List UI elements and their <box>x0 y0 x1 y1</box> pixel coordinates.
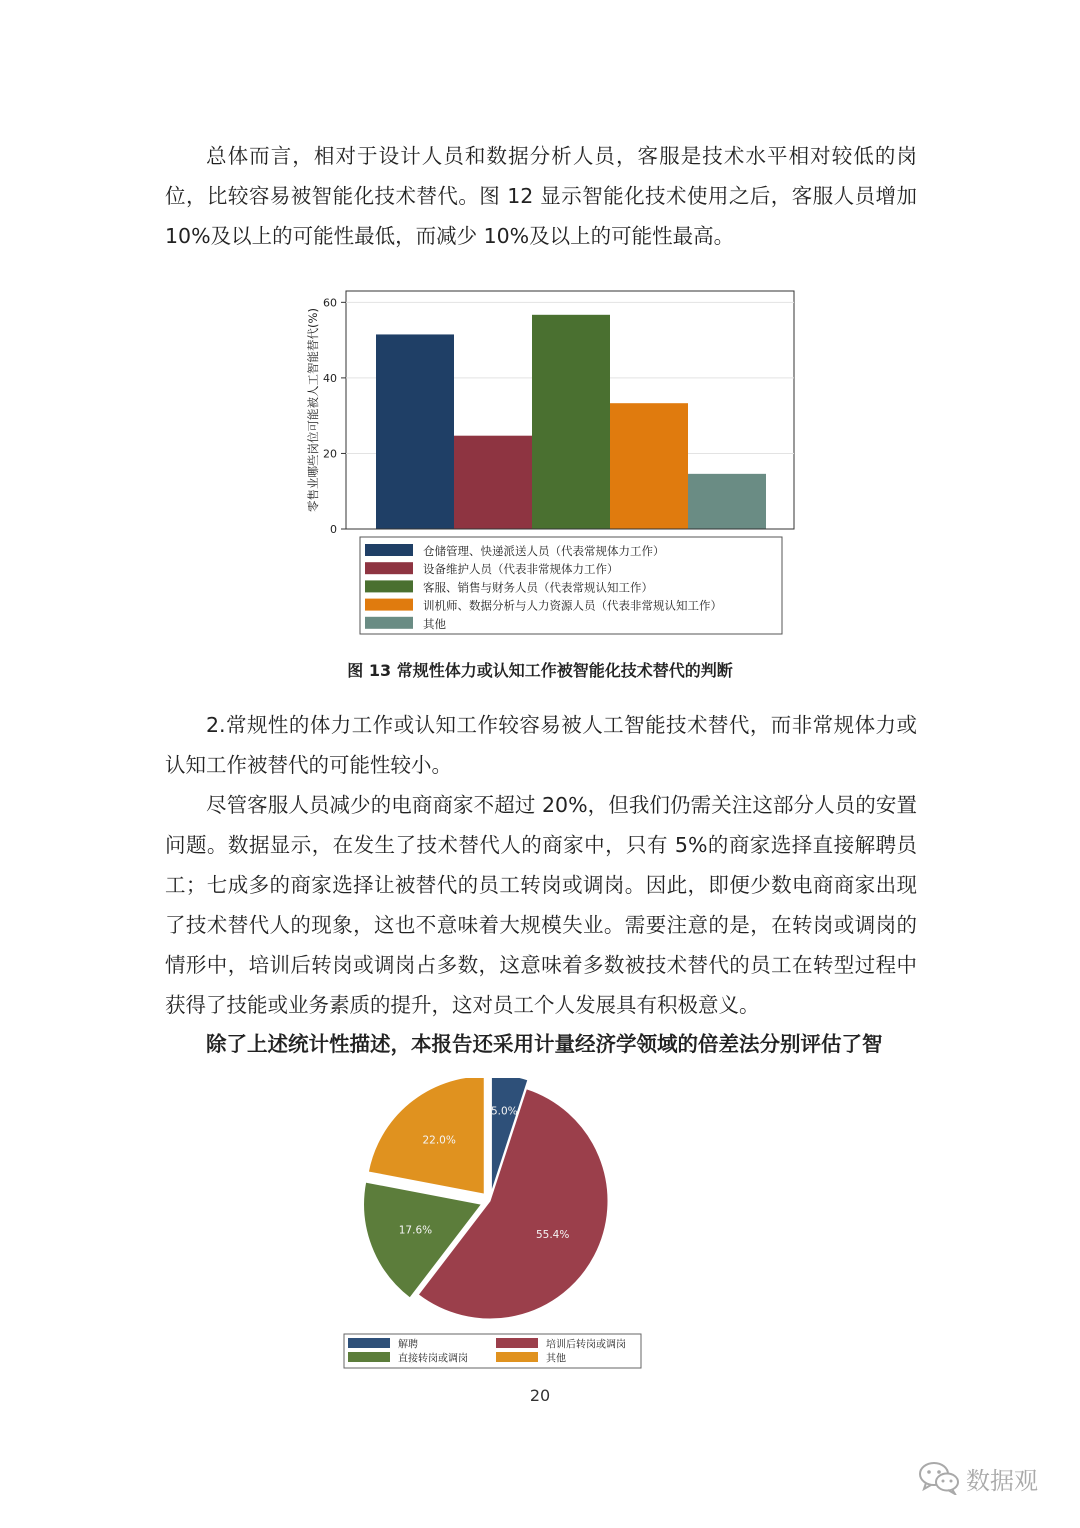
bar <box>454 436 532 529</box>
legend-label: 客服、销售与财务人员（代表常规认知工作） <box>423 580 653 595</box>
legend-label: 设备维护人员（代表非常规体力工作） <box>423 562 619 577</box>
paragraph-intro: 总体而言，相对于设计人员和数据分析人员，客服是技术水平相对较低的岗位，比较容易被智能化技术替代。图 12 显示智能化技术使用之后，客服人员增加 10%及以上的可能性最低，而减少 10%及以上的可能性最高。 <box>165 144 917 248</box>
pie-value-label: 17.6% <box>398 1224 433 1237</box>
page-number: 20 <box>529 1386 551 1405</box>
bar <box>532 315 610 529</box>
legend-label: 仓储管理、快递派送人员（代表常规体力工作） <box>423 544 665 558</box>
legend-swatch <box>348 1352 390 1362</box>
watermark <box>918 1458 1038 1498</box>
legend-swatch <box>365 599 413 611</box>
legend-label: 直接转岗或调岗 <box>398 1353 468 1365</box>
paragraph-replacement: 尽管客服人员减少的电商商家不超过 20%，但我们仍需关注这部分人员的安置问题。数据显示，在发生了技术替代人的商家中，只有 5%的商家选择直接解聘员工；七成多的商家选择让被替代的员工转岗或调岗。因此，即便少数电商商家出现了技术替代人的现象，这也不意味着大规模失业。需要注意的是，在转岗或调岗的情形中，培训后转岗或调岗占多数，这意味着多数被技术替代的员工在转型过程中获得了技能或业务素质的提升，这对员工个人发展具有积极意义。 <box>165 793 917 1017</box>
legend-swatch <box>365 562 413 574</box>
pie-value-label: 5.0% <box>490 1105 518 1118</box>
legend-label: 其他 <box>423 616 446 631</box>
watermark-text: 数据观 <box>966 1466 1038 1495</box>
bar <box>610 403 688 529</box>
legend-swatch <box>496 1352 538 1362</box>
legend-swatch <box>348 1338 390 1348</box>
y-tick-label: 40 <box>323 371 337 385</box>
legend-swatch <box>496 1338 538 1348</box>
legend-label: 解聘 <box>398 1339 418 1351</box>
paragraph-method: 除了上述统计性描述，本报告还采用计量经济学领域的倍差法分别评估了智 <box>206 1032 883 1056</box>
bar <box>376 334 454 529</box>
legend-label: 训机师、数据分析与人力资源人员（代表非常规认知工作） <box>423 598 722 613</box>
wechat-icon <box>918 1461 960 1495</box>
pie-value-label: 55.4% <box>535 1228 570 1241</box>
legend-swatch <box>365 544 413 556</box>
legend-swatch <box>365 617 413 629</box>
pie-chart <box>330 1078 660 1378</box>
bar <box>688 474 766 529</box>
legend-label: 培训后转岗或调岗 <box>546 1339 626 1351</box>
legend-swatch <box>365 580 413 592</box>
y-tick-label: 0 <box>330 523 337 536</box>
paragraph-point-2: 2.常规性的体力工作或认知工作较容易被人工智能技术替代，而非常规体力或认知工作被替代的可能性较小。 <box>165 713 917 777</box>
y-axis-label: 零售业哪些岗位可能被人工智能替代(%) <box>306 308 320 512</box>
pie-value-label: 22.0% <box>422 1134 456 1147</box>
y-tick-label: 20 <box>323 447 337 461</box>
bar-chart <box>290 285 810 640</box>
figure-caption: 图 13 常规性体力或认知工作被智能化技术替代的判断 <box>347 661 733 680</box>
legend-label: 其他 <box>546 1353 566 1365</box>
y-tick-label: 60 <box>323 296 337 310</box>
